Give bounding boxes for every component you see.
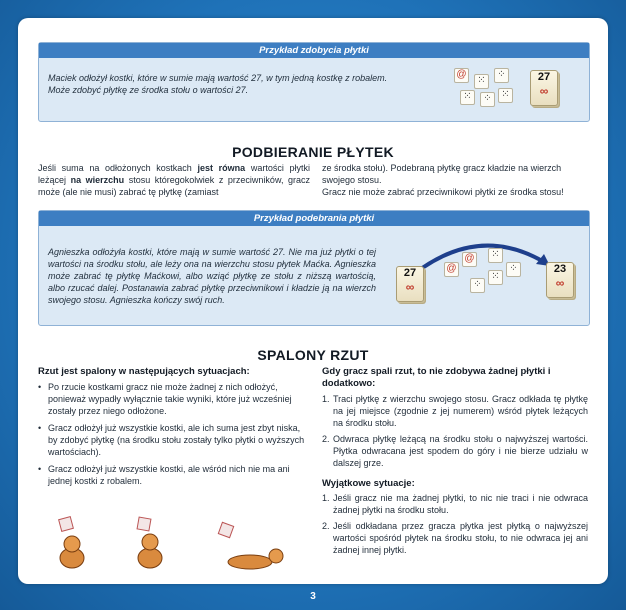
die-icon: ⁘ [470, 278, 485, 293]
list-item: • Gracz odłożył już wszystkie kostki, ale ich suma jest zbyt niska, by zdobyć płytkę (na środku stołu zostały tylko płytki o wyższych wartościach). [38, 422, 306, 458]
die-icon: ⁙ [474, 74, 489, 89]
list-item [322, 433, 588, 469]
paragraph: ze środka stołu). Podebraną płytkę gracz kładzie na wierzch swojego stosu. [322, 163, 562, 185]
bullet-list [38, 381, 306, 492]
section-text-left [38, 162, 310, 198]
die-icon: ⁘ [506, 262, 521, 277]
die-icon: ⁙ [498, 88, 513, 103]
text-run: wartości płytki leżącej [38, 163, 311, 185]
list-item-text: Jeśli gracz nie ma żadnej płytki, to nic nie traci i nie odwraca żadnej płytki na środku stołu. [333, 493, 588, 515]
text-run-bold: na wierzchu [70, 175, 125, 185]
tile-value: 27 [403, 267, 417, 279]
list-item [322, 520, 588, 556]
die-icon: ⁘ [494, 68, 509, 83]
worm-die-icon: @ [462, 252, 477, 267]
list-number: 1. [322, 493, 330, 503]
numbered-list [322, 393, 588, 473]
list-item-text: Jeśli odkładana przez gracza płytka jest płytką o najwyższej wartości spośród płytek na środku stołu, to nie odwraca jej ani żadnej innej płytki. [333, 521, 588, 555]
subheading: Rzut jest spalony w następujących sytuacjach: [38, 366, 250, 377]
score-tile [530, 70, 558, 106]
numbered-list [322, 492, 588, 560]
text-run: Jeśli suma na odłożonych kostkach [38, 163, 198, 173]
list-item [322, 492, 588, 516]
worm-characters-illustration [50, 510, 310, 574]
worm-icon: ∞ [405, 280, 415, 294]
score-tile [546, 262, 574, 298]
list-item [322, 393, 588, 429]
example-text: Agnieszka odłożyła kostki, które mają w sumie wartość 27. Nie ma już płytki o tej wartości na środku stołu, ale leży ona na wierzchu stosu płytek Maćka. Agnieszka może zabrać tę płytkę Maćkowi, albo wziąć płytkę ze stołu z niższą wartością, albo rzucać dalej. Postanawia zabrać płytkę przeciwnikowi i kładzie ją na wierzch swojego stosu. Agnieszka kończy swój ruch. [48, 247, 376, 305]
list-number: 2. [322, 434, 330, 444]
list-number: 2. [322, 521, 330, 531]
page-number: 3 [310, 591, 316, 602]
example-text: Maciek odłożył kostki, które w sumie mają wartość 27, w tym jedną kostkę z robalem. Może zdobyć płytkę ze środka stołu o wartości 27. [48, 73, 388, 95]
worm-icon: ∞ [539, 84, 549, 98]
example-title: Przykład podebrania płytki [39, 211, 589, 226]
list-item: • Gracz odłożył już wszystkie kostki, ale wśród nich nie ma ani jednej kostki z robalem. [38, 463, 306, 487]
subheading: Wyjątkowe sytuacje: [322, 478, 415, 489]
list-number: 1. [322, 394, 330, 404]
list-item-text: Traci płytkę z wierzchu swojego stosu. Gracz odkłada tę płytkę na jej miejsce (zgodnie z jej numerem) wśród płytek leżących na środku stołu. [333, 394, 588, 428]
die-icon: ⁙ [488, 248, 503, 263]
curved-arrow-icon [404, 234, 554, 284]
die-icon: ⁙ [488, 270, 503, 285]
text-run: stosu któregokolwiek z przeciwników, gracz może (ale nie musi) zabrać tę płytkę (zamiast [38, 175, 311, 197]
paragraph: Gracz nie może zabrać przeciwnikowi płytki ze środka stosu! [322, 187, 564, 197]
section-heading: PODBIERANIE PŁYTEK [232, 144, 394, 160]
worm-die-icon: @ [454, 68, 469, 83]
die-icon: ⁘ [480, 92, 495, 107]
text-run-bold: jest równa [197, 163, 246, 173]
worm-die-icon: @ [444, 262, 459, 277]
subheading: Gdy gracz spali rzut, to nie zdobywa żadnej płytki i dodatkowo: [322, 366, 551, 389]
worm-icon: ∞ [555, 276, 565, 290]
section-heading: SPALONY RZUT [257, 347, 369, 363]
list-item: • Po rzucie kostkami gracz nie może żadnej z nich odłożyć, ponieważ wypadły wyłącznie takie wyniki, które już wcześniej zostały przez niego odłożone. [38, 381, 306, 417]
example-title: Przykład zdobycia płytki [39, 43, 589, 58]
die-icon: ⁙ [460, 90, 475, 105]
list-item-text: Odwraca płytkę leżącą na środku stołu o najwyższej wartości. Płytka odwracana jest spodem do góry i nie bierze udziału w dalszej grze. [333, 434, 588, 468]
score-tile [396, 266, 424, 302]
tile-value: 27 [537, 71, 551, 83]
section-text-right [322, 162, 588, 198]
tile-value: 23 [553, 263, 567, 275]
